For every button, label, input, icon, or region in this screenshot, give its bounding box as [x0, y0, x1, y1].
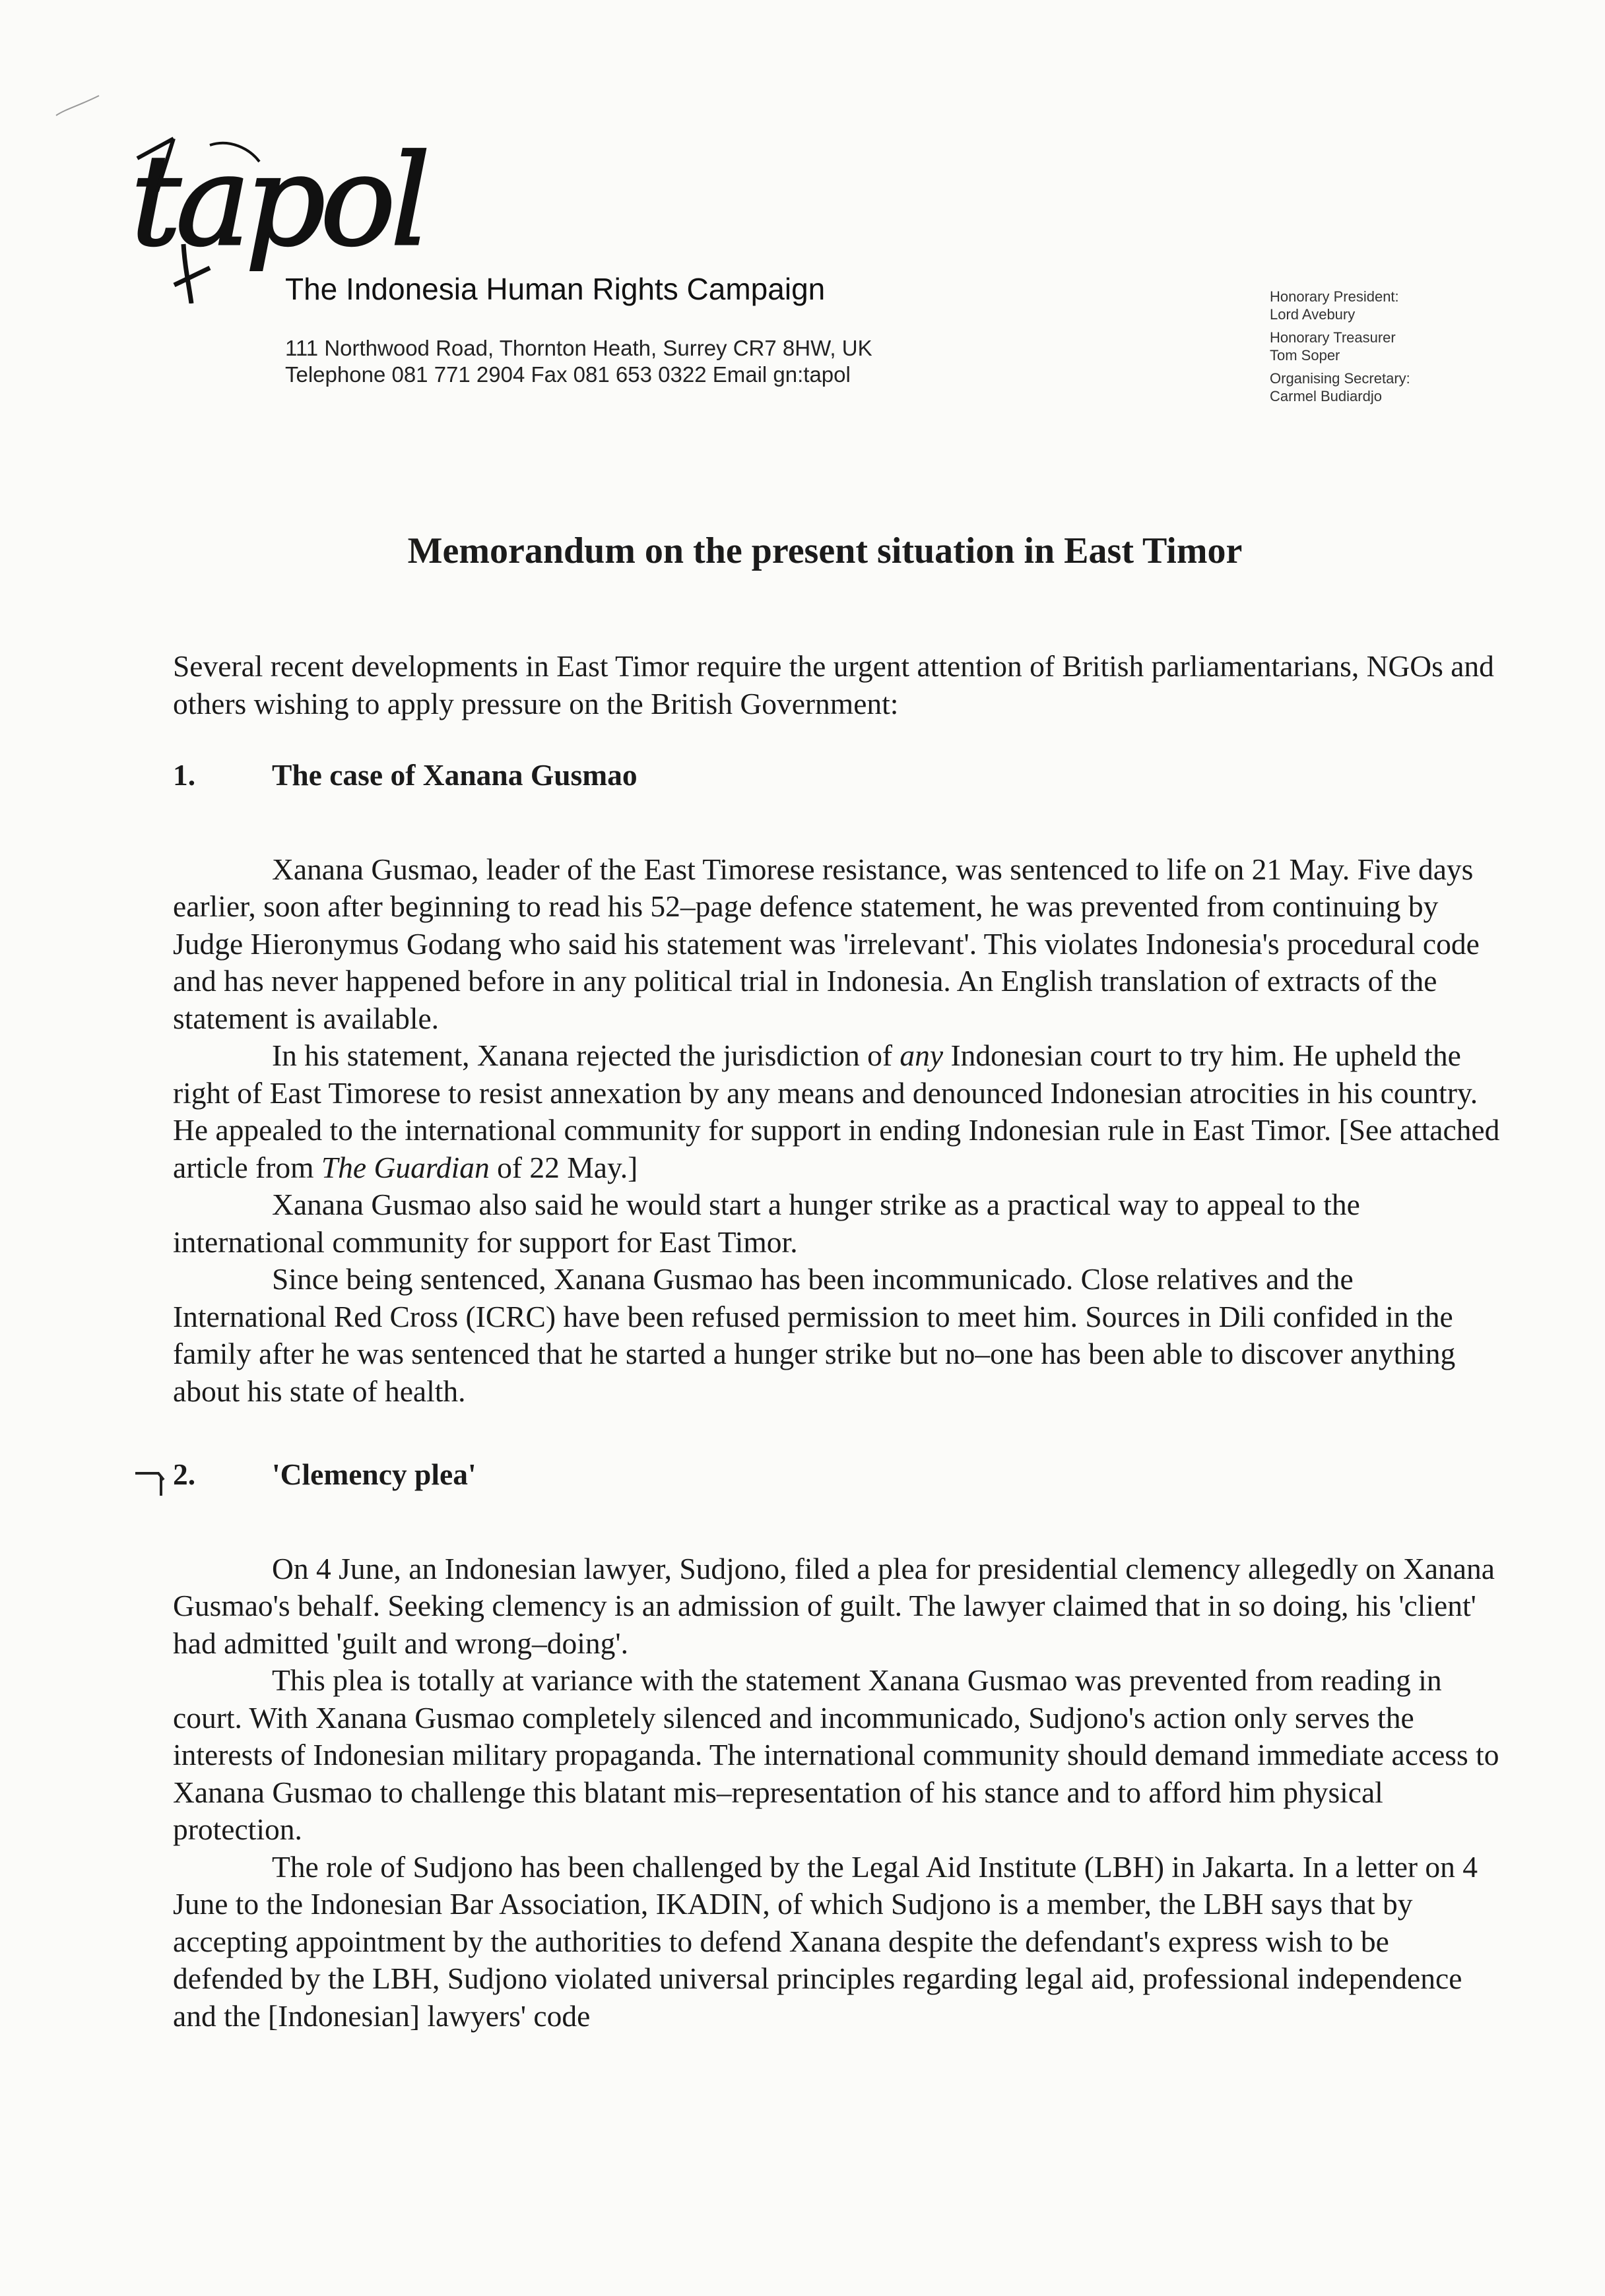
- scan-mark: [132, 1468, 178, 1501]
- address-line: 111 Northwood Road, Thornton Heath, Surrey CR7 8HW, UK: [285, 336, 872, 360]
- section-number: 1.: [173, 758, 196, 792]
- officer-name: Carmel Budiardjo: [1270, 388, 1382, 404]
- section-title: 'Clemency plea': [272, 1457, 476, 1491]
- section-heading: [173, 1456, 1506, 1494]
- section-title: The case of Xanana Gusmao: [272, 758, 638, 792]
- text-run: of 22 May.]: [489, 1150, 638, 1184]
- officer-role: Honorary Treasurer: [1270, 329, 1396, 346]
- paragraph: [173, 1037, 1506, 1186]
- address-block: [285, 335, 872, 388]
- officer-treasurer: [1270, 329, 1481, 364]
- paragraph: Xanana Gusmao also said he would start a hunger strike as a practical way to appeal to the international community for support for East Timor.: [173, 1188, 1360, 1259]
- svg-text:tapol: tapol: [131, 128, 426, 274]
- section-number: 2.: [173, 1457, 196, 1491]
- paragraph: On 4 June, an Indonesian lawyer, Sudjono, filed a plea for presidential clemency allegedly on Xanana Gusmao's behalf. Seeking clemency is an admission of guilt. The lawyer claimed that in so doing, his 'client' had admitted 'guilt and wrong–doing'.: [173, 1551, 1495, 1660]
- paragraph: Xanana Gusmao, leader of the East Timorese resistance, was sentenced to life on 21 May. Five days earlier, soon after beginning to read his 52–page defence statement, he was prevented from continuing by Judge Hieronymus Godang who said his statement was 'irrelevant'. This violates Indonesia's procedural code and has never happened before in any political trial in Indonesia. An English translation of extracts of the statement is available.: [173, 852, 1480, 1035]
- document-body: [173, 648, 1506, 2035]
- emphasis-text: any: [900, 1038, 944, 1072]
- officer-name: Tom Soper: [1270, 347, 1340, 364]
- officer-role: Organising Secretary:: [1270, 370, 1410, 387]
- contact-line: Telephone 081 771 2904 Fax 081 653 0322 Email gn:tapol: [285, 362, 851, 387]
- newspaper-title: The Guardian: [321, 1150, 490, 1184]
- text-run: In his statement, Xanana rejected the jurisdiction of: [272, 1038, 900, 1072]
- officer-secretary: [1270, 369, 1481, 405]
- officer-role: Honorary President:: [1270, 288, 1399, 305]
- paragraph: This plea is totally at variance with the statement Xanana Gusmao was prevented from reading in court. With Xanana Gusmao completely silenced and incommunicado, Sudjono's action only serves the interests of Indonesian military propaganda. The international community should demand immediate access to Xanana Gusmao to challenge this blatant mis–representation of his stance and to afford him physical protection.: [173, 1663, 1499, 1846]
- officer-president: [1270, 288, 1481, 323]
- text-run: Indonesian court to try him. He upheld the right of East Timorese to resist annexation by any means and denounced Indonesian atrocities in his country. He appealed to the international community for support in ending Indonesian rule in East Timor. [See attached article from: [173, 1038, 1500, 1184]
- scan-mark: [53, 92, 106, 119]
- document-title: Memorandum on the present situation in East Timor: [407, 530, 1243, 571]
- intro-paragraph: Several recent developments in East Timor require the urgent attention of British parliamentarians, NGOs and others wishing to apply pressure on the British Government:: [173, 649, 1494, 720]
- paragraph: Since being sentenced, Xanana Gusmao has been incommunicado. Close relatives and the International Red Cross (ICRC) have been refused permission to meet him. Sources in Dili confided in the family after he was sentenced that he started a hunger strike but no–one has been able to discover anything about his state of health.: [173, 1262, 1456, 1408]
- organization-name: The Indonesia Human Rights Campaign: [285, 272, 826, 306]
- section-heading: [173, 757, 1506, 794]
- officer-name: Lord Avebury: [1270, 306, 1356, 323]
- paragraph: The role of Sudjono has been challenged by the Legal Aid Institute (LBH) in Jakarta. In a letter on 4 June to the Indonesian Bar Association, IKADIN, of which Sudjono is a member, the LBH says that by accepting appointment by the authorities to defend Xanana despite the defendant's express wish to be defended by the LBH, Sudjono violated universal principles regarding legal aid, professional independence and the [Indonesian] lawyers' code: [173, 1849, 1478, 2033]
- officers-list: [1270, 288, 1481, 410]
